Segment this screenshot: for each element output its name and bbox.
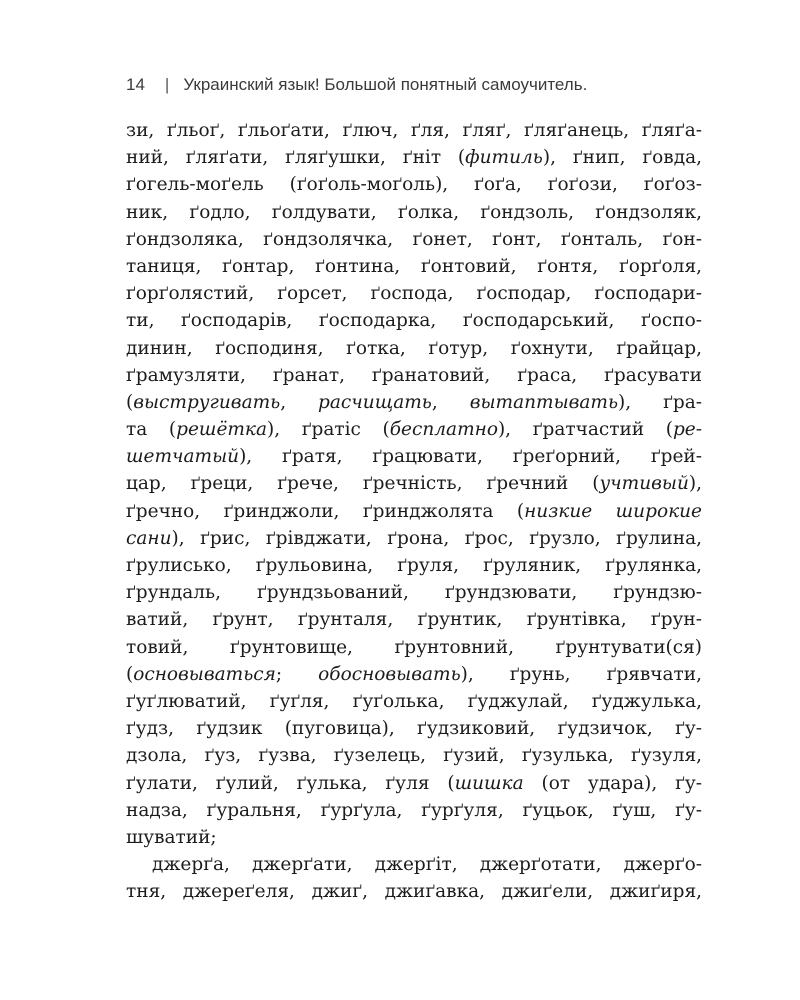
- text-segment: зи, ґльоґ, ґльоґати, ґлюч, ґля, ґляґ, ґляґанець, ґляґа-: [126, 120, 702, 141]
- italic-gloss: выстругивать: [133, 391, 281, 413]
- text-line: [126, 525, 702, 552]
- text-segment: ґрамузляти, ґранат, ґранатовий, ґраса, ґрасувати: [126, 364, 702, 386]
- text-segment: (: [126, 391, 134, 413]
- text-line: [126, 117, 702, 144]
- text-line: [126, 253, 702, 280]
- text-segment: ґрундаль, ґрундзьований, ґрундзювати, ґрундзю-: [126, 582, 702, 604]
- italic-gloss: шишка: [454, 772, 524, 794]
- italic-gloss: основываться: [133, 663, 276, 685]
- text-segment: тня, джереґеля, джиґ, джиґавка, джиґели, джиґиря,: [126, 881, 702, 903]
- italic-gloss: расчищать: [318, 391, 432, 413]
- text-segment: ти, ґосподарів, ґосподарка, ґосподарський, ґоспо-: [126, 310, 702, 332]
- italic-gloss: сани: [126, 527, 172, 549]
- text-line: [126, 226, 702, 253]
- text-segment: та (: [126, 419, 177, 441]
- italic-gloss: ре-: [672, 419, 702, 441]
- page-number: 14: [126, 75, 145, 94]
- text-segment: (от удара), ґу-: [523, 772, 702, 794]
- italic-gloss: шетчатый: [126, 446, 240, 468]
- text-line: [126, 199, 702, 226]
- text-line: [126, 498, 702, 525]
- text-line: [126, 280, 702, 307]
- text-line: [126, 878, 702, 905]
- text-line: [126, 797, 702, 824]
- italic-gloss: бесплатно: [389, 419, 498, 441]
- text-line: [126, 742, 702, 769]
- italic-gloss: фитиль: [465, 147, 543, 169]
- text-segment: ), ґнип, ґовда,: [542, 147, 702, 169]
- text-line: [126, 634, 702, 661]
- text-segment: ), ґра-: [618, 391, 702, 413]
- text-segment: ґуґлюватий, ґуґля, ґуґолька, ґуджулай, ґуджулька,: [126, 690, 702, 712]
- text-segment: ,: [431, 391, 470, 413]
- text-segment: ний, ґляґати, ґляґушки, ґніт (: [126, 147, 466, 169]
- text-line: [126, 389, 702, 416]
- text-segment: ,: [280, 391, 319, 413]
- body-text: [126, 117, 702, 905]
- text-segment: цар, ґреци, ґрече, ґречність, ґречний (: [126, 473, 600, 495]
- text-segment: ), ґратчастий (: [497, 419, 673, 441]
- text-segment: товий, ґрунтовище, ґрунтовний, ґрунтувати(ся): [126, 636, 702, 658]
- text-line: [126, 824, 702, 851]
- text-line: [126, 416, 702, 443]
- text-segment: ник, ґодло, ґолдувати, ґолка, ґондзоль, ґондзоляк,: [126, 201, 702, 223]
- italic-gloss: обосновывать: [318, 663, 461, 685]
- text-line: [126, 715, 702, 742]
- text-segment: ), ґратіс (: [267, 419, 390, 441]
- text-segment: шуватий;: [126, 826, 217, 848]
- text-segment: дзола, ґуз, ґузва, ґузелець, ґузий, ґузулька, ґузуля,: [126, 745, 702, 767]
- text-line: [126, 579, 702, 606]
- text-segment: ґречно, ґринджоли, ґринджолята (: [126, 500, 525, 522]
- text-segment: ),: [688, 473, 702, 495]
- text-segment: ватий, ґрунт, ґрунталя, ґрунтик, ґрунтівка, ґрун-: [126, 609, 702, 631]
- text-segment: джерґа, джерґати, джерґіт, джерґотати, джерґо-: [152, 854, 702, 876]
- text-segment: ґондзоляка, ґондзолячка, ґонет, ґонт, ґонталь, ґон-: [126, 228, 702, 250]
- text-line: [126, 307, 702, 334]
- header-separator: |: [164, 75, 170, 94]
- text-line: [126, 144, 702, 171]
- text-segment: ), ґрунь, ґрявчати,: [460, 663, 702, 685]
- text-line: [126, 470, 702, 497]
- text-segment: ), ґратя, ґрацювати, ґреґорний, ґрей-: [239, 446, 702, 468]
- text-segment: ), ґрис, ґрівджати, ґрона, ґрос, ґрузло, ґрулина,: [171, 527, 702, 549]
- text-segment: динин, ґосподиня, ґотка, ґотур, ґохнути, ґрайцар,: [126, 337, 702, 359]
- italic-gloss: учтивый: [599, 473, 689, 495]
- text-line: [126, 335, 702, 362]
- text-segment: (: [126, 663, 134, 685]
- italic-gloss: вытаптывать: [469, 391, 619, 413]
- text-segment: таниця, ґонтар, ґонтина, ґонтовий, ґонтя, ґорґоля,: [126, 255, 702, 277]
- text-line: [126, 171, 702, 198]
- text-line: [126, 661, 702, 688]
- text-segment: ґорґолястий, ґорсет, ґоспода, ґосподар, ґосподари-: [126, 283, 702, 305]
- running-header: [126, 72, 587, 98]
- book-title: Украинский язык! Большой понятный самоучитель.: [183, 75, 588, 94]
- text-segment: ґулати, ґулий, ґулька, ґуля (: [126, 772, 455, 794]
- text-segment: ;: [275, 663, 319, 685]
- text-line: [126, 688, 702, 715]
- italic-gloss: решётка: [176, 419, 268, 441]
- text-line: [126, 770, 702, 797]
- text-segment: ґудз, ґудзик (пуговица), ґудзиковий, ґудзичок, ґу-: [126, 718, 702, 740]
- text-line: [126, 443, 702, 470]
- text-segment: надза, ґуральня, ґурґула, ґурґуля, ґуцьок, ґуш, ґу-: [126, 799, 702, 821]
- text-line: [126, 552, 702, 579]
- text-line: [126, 606, 702, 633]
- text-segment: ґогель-моґель (ґоґоль-моґоль), ґоґа, ґоґози, ґоґоз-: [126, 174, 702, 196]
- text-segment: ґрулисько, ґрульовина, ґруля, ґруляник, ґрулянка,: [126, 555, 702, 576]
- text-line: [126, 362, 702, 389]
- italic-gloss: низкие широкие: [524, 500, 702, 522]
- text-line: [126, 851, 702, 878]
